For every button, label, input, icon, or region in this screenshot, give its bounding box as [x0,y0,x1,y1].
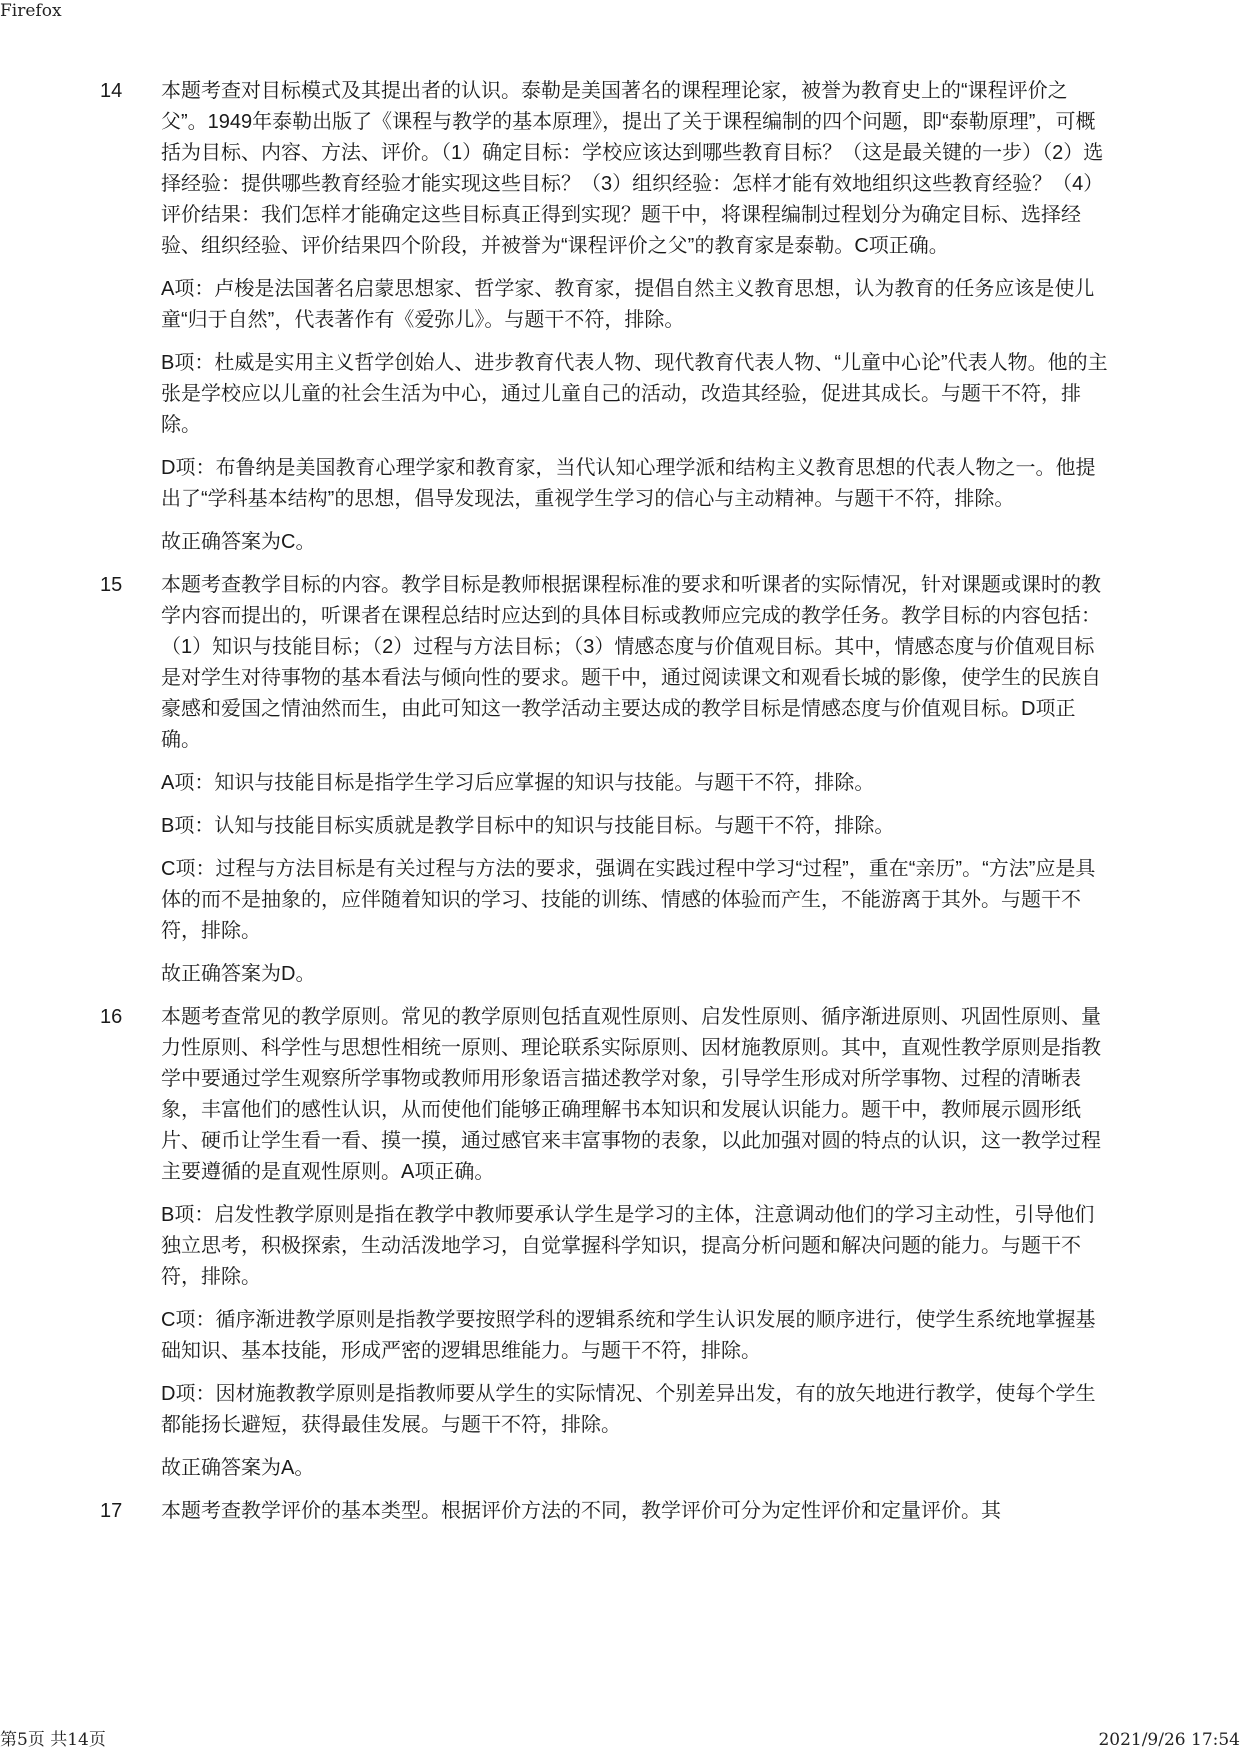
explanation-paragraph: 本题考查常见的教学原则。常见的教学原则包括直观性原则、启发性原则、循序渐进原则、巩固性原则、量力性原则、科学性与思想性相统一原则、理论联系实际原则、因材施教原则。其中，直观性教学原则是指教学中要通过学生观察所学事物或教师用形象语言描述教学对象，引导学生形成对所学事物、过程的清晰表象，丰富他们的感性认识，从而使他们能够正确理解书本知识和发展认识能力。题干中，教师展示圆形纸片、硬币让学生看一看、摸一摸，通过感官来丰富事物的表象，以此加强对圆的特点的认识，这一教学过程主要遵循的是直观性原则。A项正确。 [161,1006,1101,1183]
question-14 [100,76,1110,570]
correct-answer: 故正确答案为C。 [161,531,316,553]
explanation-paragraph: 本题考查教学评价的基本类型。根据评价方法的不同，教学评价可分为定性评价和定量评价。其 [161,1500,1001,1522]
option-c-analysis: C项：循序渐进教学原则是指教学要按照学科的逻辑系统和学生认识发展的顺序进行，使学生系统地掌握基础知识、基本技能，形成严密的逻辑思维能力。与题干不符，排除。 [161,1309,1096,1362]
question-number: 17 [100,1500,123,1522]
option-a-analysis: A项：卢梭是法国著名启蒙思想家、哲学家、教育家，提倡自然主义教育思想，认为教育的任务应该是使儿童“归于自然”，代表著作有《爱弥儿》。与题干不符，排除。 [161,278,1095,331]
explanation-paragraph: 本题考查对目标模式及其提出者的认识。泰勒是美国著名的课程理论家，被誉为教育史上的“课程评价之父”。1949年泰勒出版了《课程与教学的基本原理》，提出了关于课程编制的四个问题，即“泰勒原理”，可概括为目标、内容、方法、评价。（1）确定目标：学校应该达到哪些教育目标？（这是最关键的一步）（2）选择经验：提供哪些教育经验才能实现这些目标？（3）组织经验：怎样才能有效地组织这些教育经验？（4）评价结果：我们怎样才能确定这些目标真正得到实现？题干中，将课程编制过程划分为确定目标、选择经验、组织经验、评价结果四个阶段，并被誉为“课程评价之父”的教育家是泰勒。C项正确。 [161,80,1104,257]
question-number: 15 [100,574,123,596]
print-timestamp: 2021/9/26 17:54 [1098,1730,1240,1750]
option-d-analysis: D项：布鲁纳是美国教育心理学家和教育家，当代认知心理学派和结构主义教育思想的代表人物之一。他提出了“学科基本结构”的思想，倡导发现法，重视学生学习的信心与主动精神。与题干不符，排除。 [161,457,1096,510]
correct-answer: 故正确答案为A。 [161,1457,315,1479]
question-16 [100,1002,1110,1496]
option-b-analysis: B项：认知与技能目标实质就是教学目标中的知识与技能目标。与题干不符，排除。 [161,815,895,837]
option-b-analysis: B项：杜威是实用主义哲学创始人、进步教育代表人物、现代教育代表人物、“儿童中心论”代表人物。他的主张是学校应以儿童的社会生活为中心，通过儿童自己的活动，改造其经验，促进其成长。与题干不符，排除。 [161,352,1108,436]
answer-explanations [100,76,1110,1539]
question-body [161,570,1110,1002]
option-a-analysis: A项：知识与技能目标是指学生学习后应掌握的知识与技能。与题干不符，排除。 [161,772,875,794]
option-c-analysis: C项：过程与方法目标是有关过程与方法的要求，强调在实践过程中学习“过程”，重在“亲历”。“方法”应是具体的而不是抽象的，应伴随着知识的学习、技能的训练、情感的体验而产生，不能游离于其外。与题干不符，排除。 [161,858,1096,942]
question-number: 16 [100,1006,123,1028]
correct-answer: 故正确答案为D。 [161,963,316,985]
browser-title: Firefox [0,1,62,21]
explanation-paragraph: 本题考查教学目标的内容。教学目标是教师根据课程标准的要求和听课者的实际情况，针对课题或课时的教学内容而提出的，听课者在课程总结时应达到的具体目标或教师应完成的教学任务。教学目标的内容包括：（1）知识与技能目标；（2）过程与方法目标；（3）情感态度与价值观目标。其中，情感态度与价值观目标是对学生对待事物的基本看法与倾向性的要求。题干中，通过阅读课文和观看长城的影像，使学生的民族自豪感和爱国之情油然而生，由此可知这一教学活动主要达成的教学目标是情感态度与价值观目标。D项正确。 [161,574,1101,751]
question-body [161,1002,1110,1496]
question-17 [100,1496,1110,1539]
page-info: 第5页 共14页 [0,1730,106,1750]
question-number: 14 [100,80,123,102]
question-body [161,1496,1110,1539]
question-body [161,76,1110,570]
option-d-analysis: D项：因材施教教学原则是指教师要从学生的实际情况、个别差异出发，有的放矢地进行教学，使每个学生都能扬长避短，获得最佳发展。与题干不符，排除。 [161,1383,1096,1436]
option-b-analysis: B项：启发性教学原则是指在教学中教师要承认学生是学习的主体，注意调动他们的学习主动性，引导他们独立思考，积极探索，生动活泼地学习，自觉掌握科学知识，提高分析问题和解决问题的能力。与题干不符，排除。 [161,1204,1095,1288]
question-15 [100,570,1110,1002]
